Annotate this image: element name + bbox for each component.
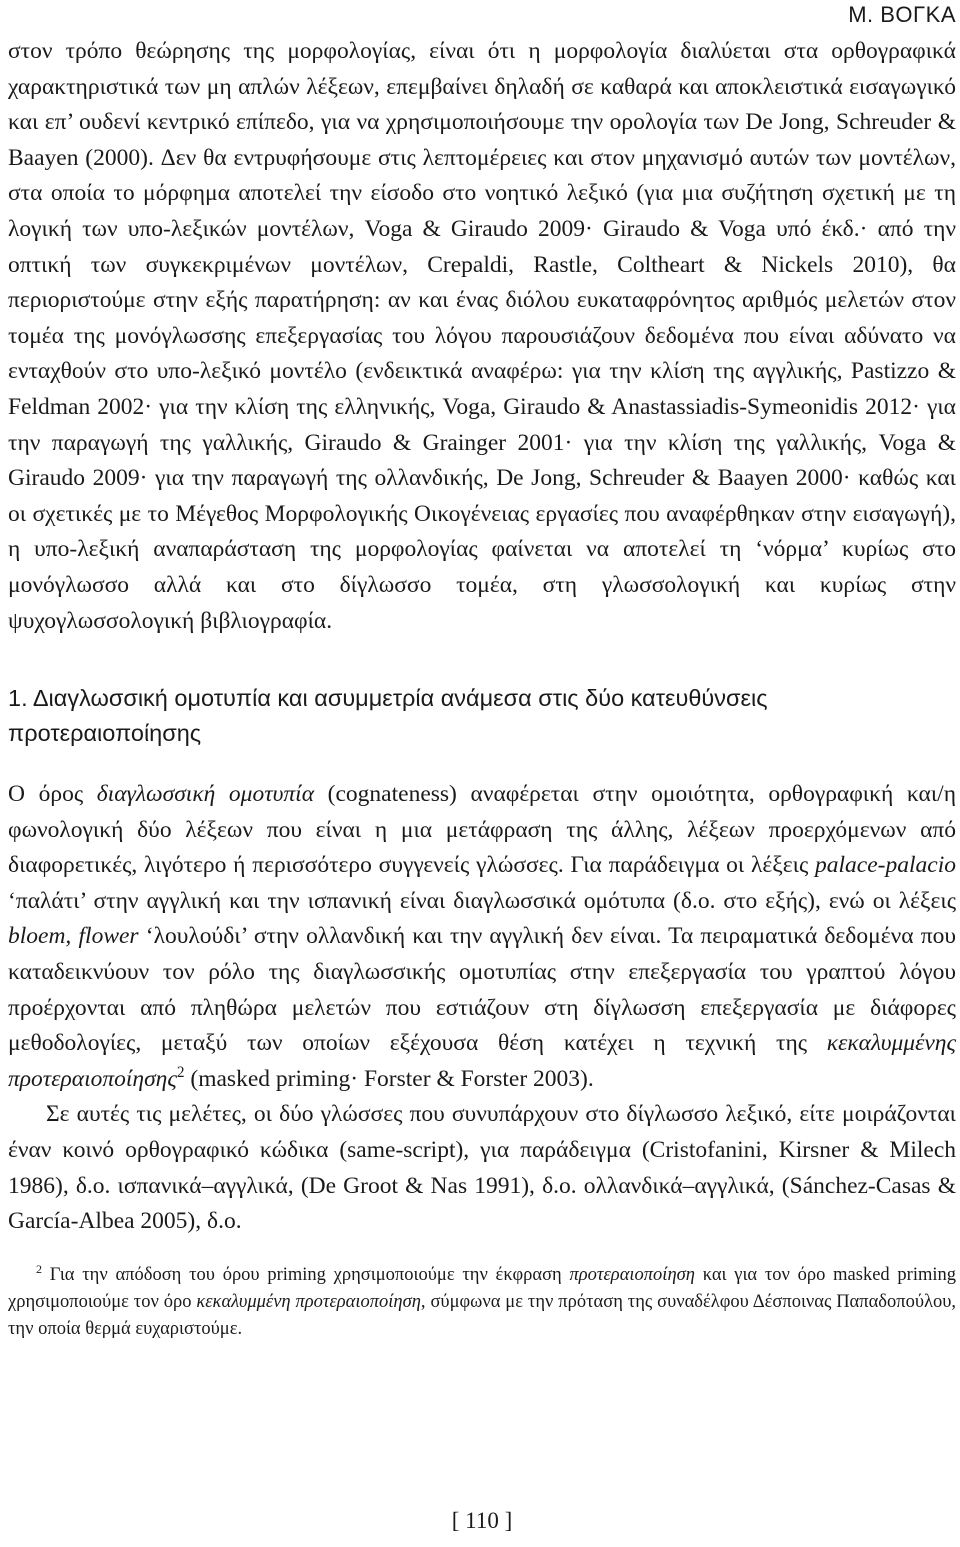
footnote-number: 2 (36, 1261, 43, 1276)
text-run: και για τον όρο masked priming χρησιμοποιούμε τον όρο (8, 1264, 956, 1312)
page (8, 0, 957, 1533)
text-run: (masked priming· Forster & Forster 2003). (184, 1065, 594, 1092)
body-paragraph-3: Σε αυτές τις μελέτες, οι δύο γλώσσες που συνυπάρχουν στο δίγλωσσο λεξικό, είτε μοιράζονται έναν κοινό ορθογραφικό κώδικα (same-script), για παράδειγμα (Cristofanini, Kirsner & Milech 1986), δ.ο. ισπανικά–αγγλικά, (De Groot & Nas 1991), δ.ο. ολλανδικά–αγγλικά, (Sánchez-Casas & García-Albea 2005), δ.ο. (8, 1101, 956, 1235)
italic-term: προτεραιοποίηση (569, 1264, 695, 1285)
italic-term: κεκαλυμμένη προτεραιοποίηση (196, 1291, 421, 1312)
body-paragraph-1: στον τρόπο θεώρησης της μορφολογίας, είναι ότι η μορφολογία διαλύεται στα ορθογραφικά χαρακτηριστικά των μη απλών λέξεων, επεμβαίνει δηλαδή σε καθαρά και αποκλειστικά εισαγωγικό και επ’ ουδενί κεντρικό επίπεδο, για να χρησιμοποιήσουμε την ορολογία των De Jong, Schreuder & Baayen (2000). Δεν θα εντρυφήσουμε στις λεπτομέρειες και στον μηχανισμό αυτών των μοντέλων, στα οποία το μόρφημα αποτελεί την είσοδο στο νοητικό λεξικό (για μια συζήτηση σχετική με τη λογική των υπο-λεξικών μοντέλων, Voga & Giraudo 2009· Giraudo & Voga υπό έκδ.· από την οπτική των συγκεκριμένων μοντέλων, Crepaldi, Rastle, Coltheart & Nickels 2010), θα περιοριστούμε στην εξής παρατήρηση: αν και ένας διόλου ευκαταφρόνητος αριθμός μελετών στον τομέα της μονόγλωσσης επεξεργασίας του λόγου παρουσιάζουν δεδομένα που είναι αδύνατο να ενταχθούν στο υπο-λεξικό μοντέλο (ενδεικτικά αναφέρω: για την κλίση της αγγλικής, Pastizzo & Feldman 2002· για την κλίση της ελληνικής, Voga, Giraudo & Anastassiadis-Symeonidis 2012· για την παραγωγή της γαλλικής, Giraudo & Grainger 2001· για την κλίση της γαλλικής, Voga & Giraudo 2009· για την παραγωγή της ολλανδικής, De Jong, Schreuder & Baayen 2000· καθώς και οι σχετικές με το Μέγεθος Μορφολογικής Οικογένειας εργασίες που αναφέρθηκαν στην εισαγωγή), η υπο-λεξική αναπαράσταση της μορφολογίας φαίνεται να αποτελεί τη ‘νόρμα’ κυρίως στο μονόγλωσσο αλλά και στο δίγλωσσο τομέα, στη γλωσσολογική και κυρίως στην ψυχογλωσσολογική βιβλιογραφία. (8, 38, 956, 634)
running-head: Μ. ΒΟΓΚΑ (848, 2, 956, 27)
italic-term: bloem, flower (8, 923, 139, 950)
text-run: ‘παλάτι’ στην αγγλική και την ισπανική είναι διαγλωσσικά ομότυπα (δ.ο. στο εξής), ενώ οι λέξεις (8, 887, 956, 914)
text-run: Ο όρος (8, 781, 97, 808)
text-run: Για την απόδοση του όρου priming χρησιμοποιούμε την έκφραση (42, 1264, 570, 1285)
footnote (8, 1262, 956, 1343)
italic-term: διαγλωσσική ομοτυπία (96, 781, 315, 808)
section-heading: 1. Διαγλωσσική ομοτυπία και ασυμμετρία ανάμεσα στις δύο κατευθύνσεις προτεραιοποίησης (8, 685, 768, 747)
italic-term: κεκαλυμμένης προτεραιοποίησης (8, 1030, 956, 1092)
footnote-reference[interactable]: 2 (176, 1064, 185, 1082)
italic-term: palace-palacio (815, 852, 956, 879)
text-run: , σύμφωνα με την πρόταση της συναδέλφου Δέσποινας Παπαδοπούλου, την οποία θερμά ευχαριστούμε. (8, 1291, 957, 1339)
body-paragraph-2 (8, 777, 956, 1097)
page-number: [ 110 ] (451, 1508, 513, 1533)
text-run: ‘λουλούδι’ στην ολλανδική και την αγγλική δεν είναι. Τα πειραματικά δεδομένα που καταδεικνύουν τον ρόλο της διαγλωσσικής ομοτυπίας στην επεξεργασία του γραπτού λόγου προέρχονται από πληθώρα μελετών που εστιάζουν στη δίγλωσση επεξεργασία με διάφορες μεθοδολογίες, μεταξύ των οποίων εξέχουσα θέση κατέχει η τεχνική της (8, 923, 956, 1057)
text-run: (cognateness) αναφέρεται στην ομοιότητα, ορθογραφική και/η φωνολογική δύο λέξεων που είναι η μια μετάφραση της άλλης, λέξεων προερχόμενων από διαφορετικές, λιγότερο ή περισσότερο συγγενείς γλώσσες. Για παράδειγμα οι λέξεις (8, 781, 956, 879)
